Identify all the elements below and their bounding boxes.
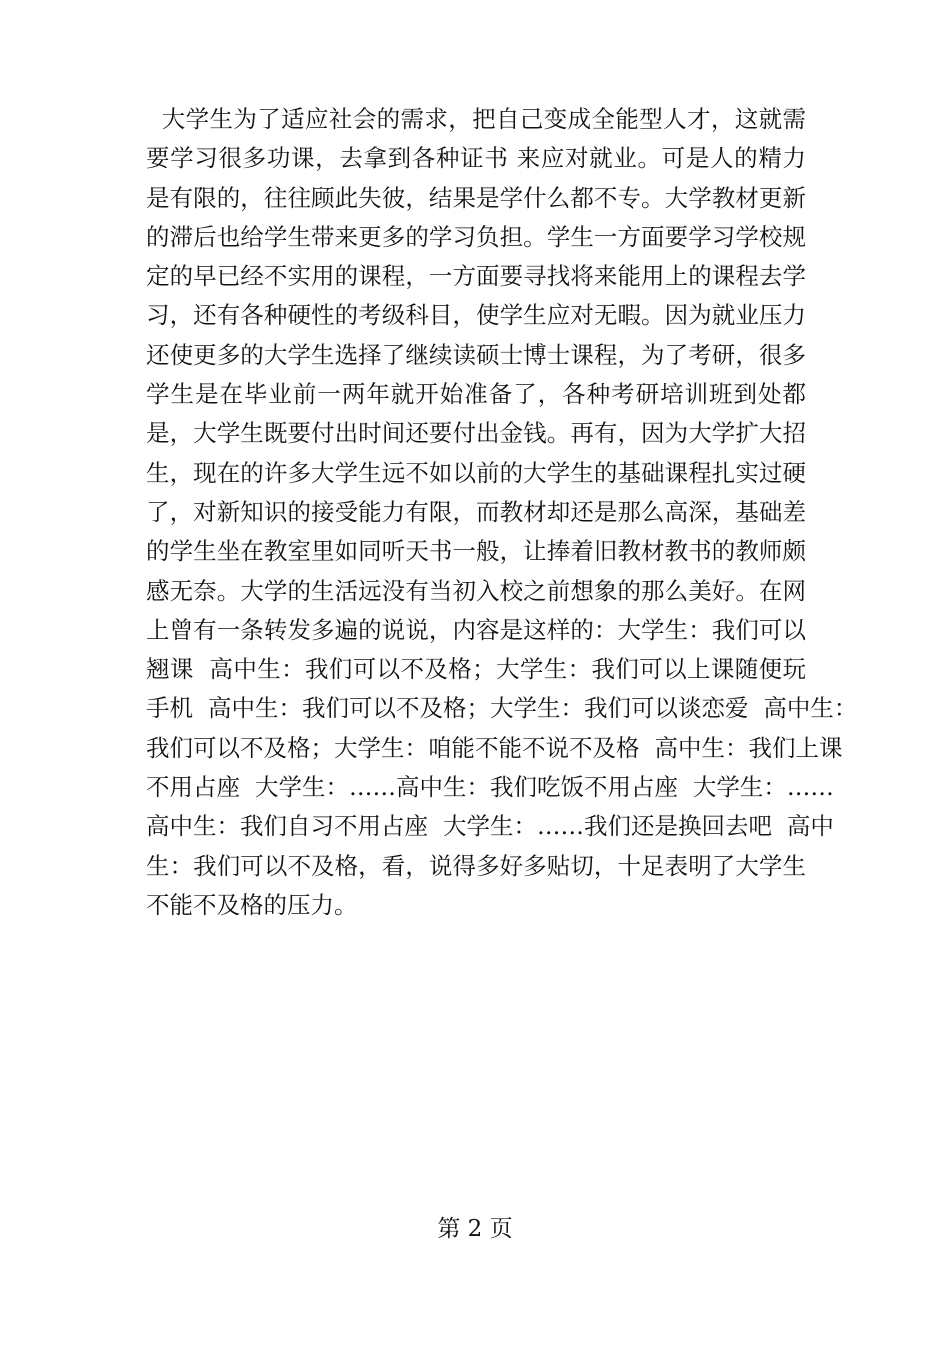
- text-line: 的学生坐在教室里如同听天书一般，让捧着旧教材教书的教师颇: [146, 537, 806, 566]
- text-line: 不能不及格的压力。: [146, 890, 358, 919]
- text-line: 是有限的，往往顾此失彼，结果是学什么都不专。大学教材更新: [146, 183, 806, 212]
- text-line: 了，对新知识的接受能力有限，而教材却还是那么高深，基础差: [146, 497, 806, 526]
- text-line: 手机 高中生：我们可以不及格；大学生：我们可以谈恋爱 高中生：: [146, 694, 858, 723]
- text-line: 的滞后也给学生带来更多的学习负担。学生一方面要学习学校规: [146, 222, 806, 251]
- text-line: 上曾有一条转发多遍的说说，内容是这样的：大学生：我们可以: [146, 615, 806, 644]
- text-line: 习，还有各种硬性的考级科目，使学生应对无暇。因为就业压力: [146, 301, 806, 330]
- text-line: 大学生为了适应社会的需求，把自己变成全能型人才，这就需: [146, 105, 806, 133]
- page-number: 第 2 页: [437, 1216, 513, 1242]
- text-line: 翘课 高中生：我们可以不及格；大学生：我们可以上课随便玩: [146, 655, 806, 684]
- text-line: 高中生：我们自习不用占座 大学生：……我们还是换回去吧 高中: [146, 812, 834, 841]
- text-line: 不用占座 大学生：……高中生：我们吃饭不用占座 大学生：……: [146, 773, 834, 802]
- text-line: 要学习很多功课，去拿到各种证书 来应对就业。可是人的精力: [146, 144, 806, 173]
- text-line: 还使更多的大学生选择了继续读硕士博士课程，为了考研，很多: [146, 340, 806, 369]
- text-line: 生：我们可以不及格，看，说得多好多贴切，十足表明了大学生: [146, 851, 806, 880]
- text-line: 定的早已经不实用的课程，一方面要寻找将来能用上的课程去学: [146, 262, 806, 291]
- text-line: 是，大学生既要付出时间还要付出金钱。再有，因为大学扩大招: [146, 419, 806, 448]
- body-paragraph: [146, 100, 858, 925]
- text-line: 我们可以不及格；大学生：咱能不能不说不及格 高中生：我们上课: [146, 733, 843, 762]
- text-line: 生，现在的许多大学生远不如以前的大学生的基础课程扎实过硬: [146, 458, 806, 487]
- text-line: 学生是在毕业前一两年就开始准备了，各种考研培训班到处都: [146, 380, 806, 409]
- text-line: 感无奈。大学的生活远没有当初入校之前想象的那么美好。在网: [146, 576, 806, 605]
